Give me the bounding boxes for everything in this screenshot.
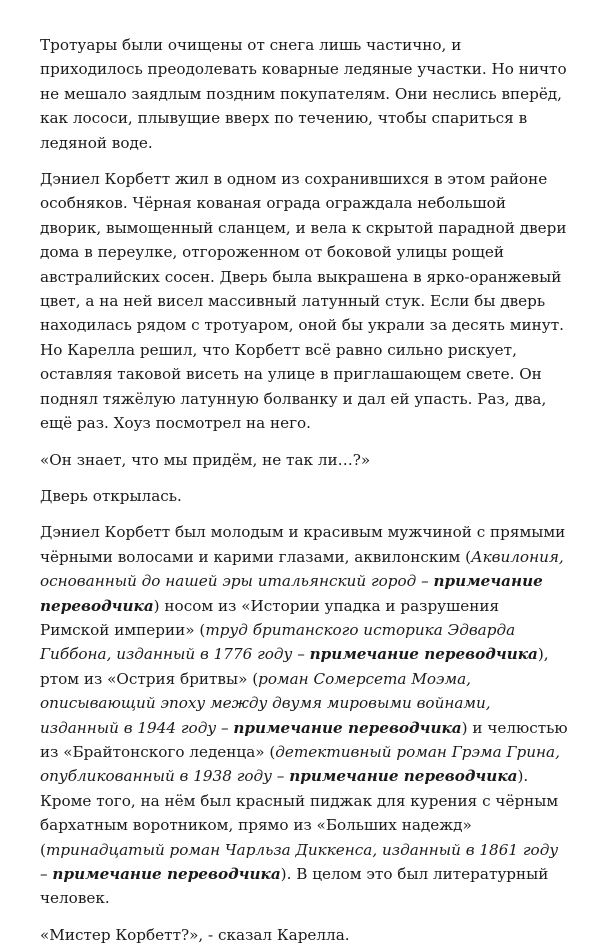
text-segment: «Он знает, что мы придём, не так ли…?»	[40, 450, 371, 469]
translator-note-label: примечание переводчика	[52, 865, 281, 883]
translator-note-label: примечание переводчика	[40, 572, 543, 615]
text-segment: Дэниел Корбетт был молодым и красивым мужчиной с прямыми чёрными волосами и карими глазами, аквилонским (	[40, 523, 566, 566]
text-segment: «Мистер Корбетт?», - сказал Карелла.	[40, 925, 350, 944]
paragraph-dialogue-mister-corbett	[40, 923, 568, 947]
paragraph-dialogue-he-knows	[40, 448, 568, 472]
paragraph-corbett-description	[40, 520, 568, 911]
text-segment: Дэниел Корбетт жил в одном из сохранившихся в этом районе особняков. Чёрная кованая ограда ограждала небольшой дворик, вымощенный сланцем, и вела к скрытой парадной двери дома в переулке, отгороженном от боковой улицы рощей австралийских сосен. Дверь была выкрашена в ярко-оранжевый цвет, а на ней висел массивный латунный стук. Если бы дверь находилась рядом с тротуаром, оной бы украли за десять минут. Но Карелла решил, что Корбетт всё равно сильно рискует, оставляя таковой висеть на улице в приглашающем свете. Он поднял тяжёлую латунную болванку и дал ей упасть. Раз, два, ещё раз. Хоуз посмотрел на него.	[40, 170, 567, 433]
translator-note-label: примечание переводчика	[289, 767, 518, 786]
text-segment: ). Кроме того, на нём был красный пиджак для курения с чёрным бархатным воротником, прямо из «Больших надежд» (	[40, 767, 559, 859]
translator-note-label: примечание переводчика	[233, 718, 462, 737]
paragraph-sidewalks	[40, 33, 568, 155]
text-segment: Дверь открылась.	[40, 486, 182, 505]
document-page	[40, 33, 568, 947]
translator-note-text: Аквилония, основанный до нашей эры итальянский город –	[40, 547, 564, 591]
text-segment: ), ртом из «Острия бритвы» (	[40, 645, 549, 688]
translator-note-text: труд британского историка Эдварда Гиббона, изданный в 1776 году –	[40, 620, 516, 664]
text-segment: ). В целом это был литературный человек.	[40, 865, 549, 908]
translator-note-text: детективный роман Грэма Грина, опубликованный в 1938 году –	[40, 742, 560, 786]
translator-note-text: тринадцатый роман Чарльза Диккенса, изданный в 1861 году –	[40, 840, 559, 883]
translator-note-text: роман Сомерсета Моэма, описывающий эпоху между двумя мировыми войнами, изданный в 1944 году –	[40, 669, 491, 737]
text-segment: ) носом из «Истории упадка и разрушения Римской империи» (	[40, 596, 500, 639]
text-segment: ) и челюстью из «Брайтонского леденца» (	[40, 718, 568, 761]
translator-note-label: примечание переводчика	[309, 645, 538, 664]
text-segment: Тротуары были очищены от снега лишь частично, и приходилось преодолевать коварные ледяные участки. Но ничто не мешало заядлым поздним покупателям. Они неслись вперёд, как лососи, плывущие вверх по течению, чтобы спариться в ледяной воде.	[40, 36, 567, 152]
paragraph-corbett-house	[40, 167, 568, 435]
paragraph-door-opened	[40, 484, 568, 508]
